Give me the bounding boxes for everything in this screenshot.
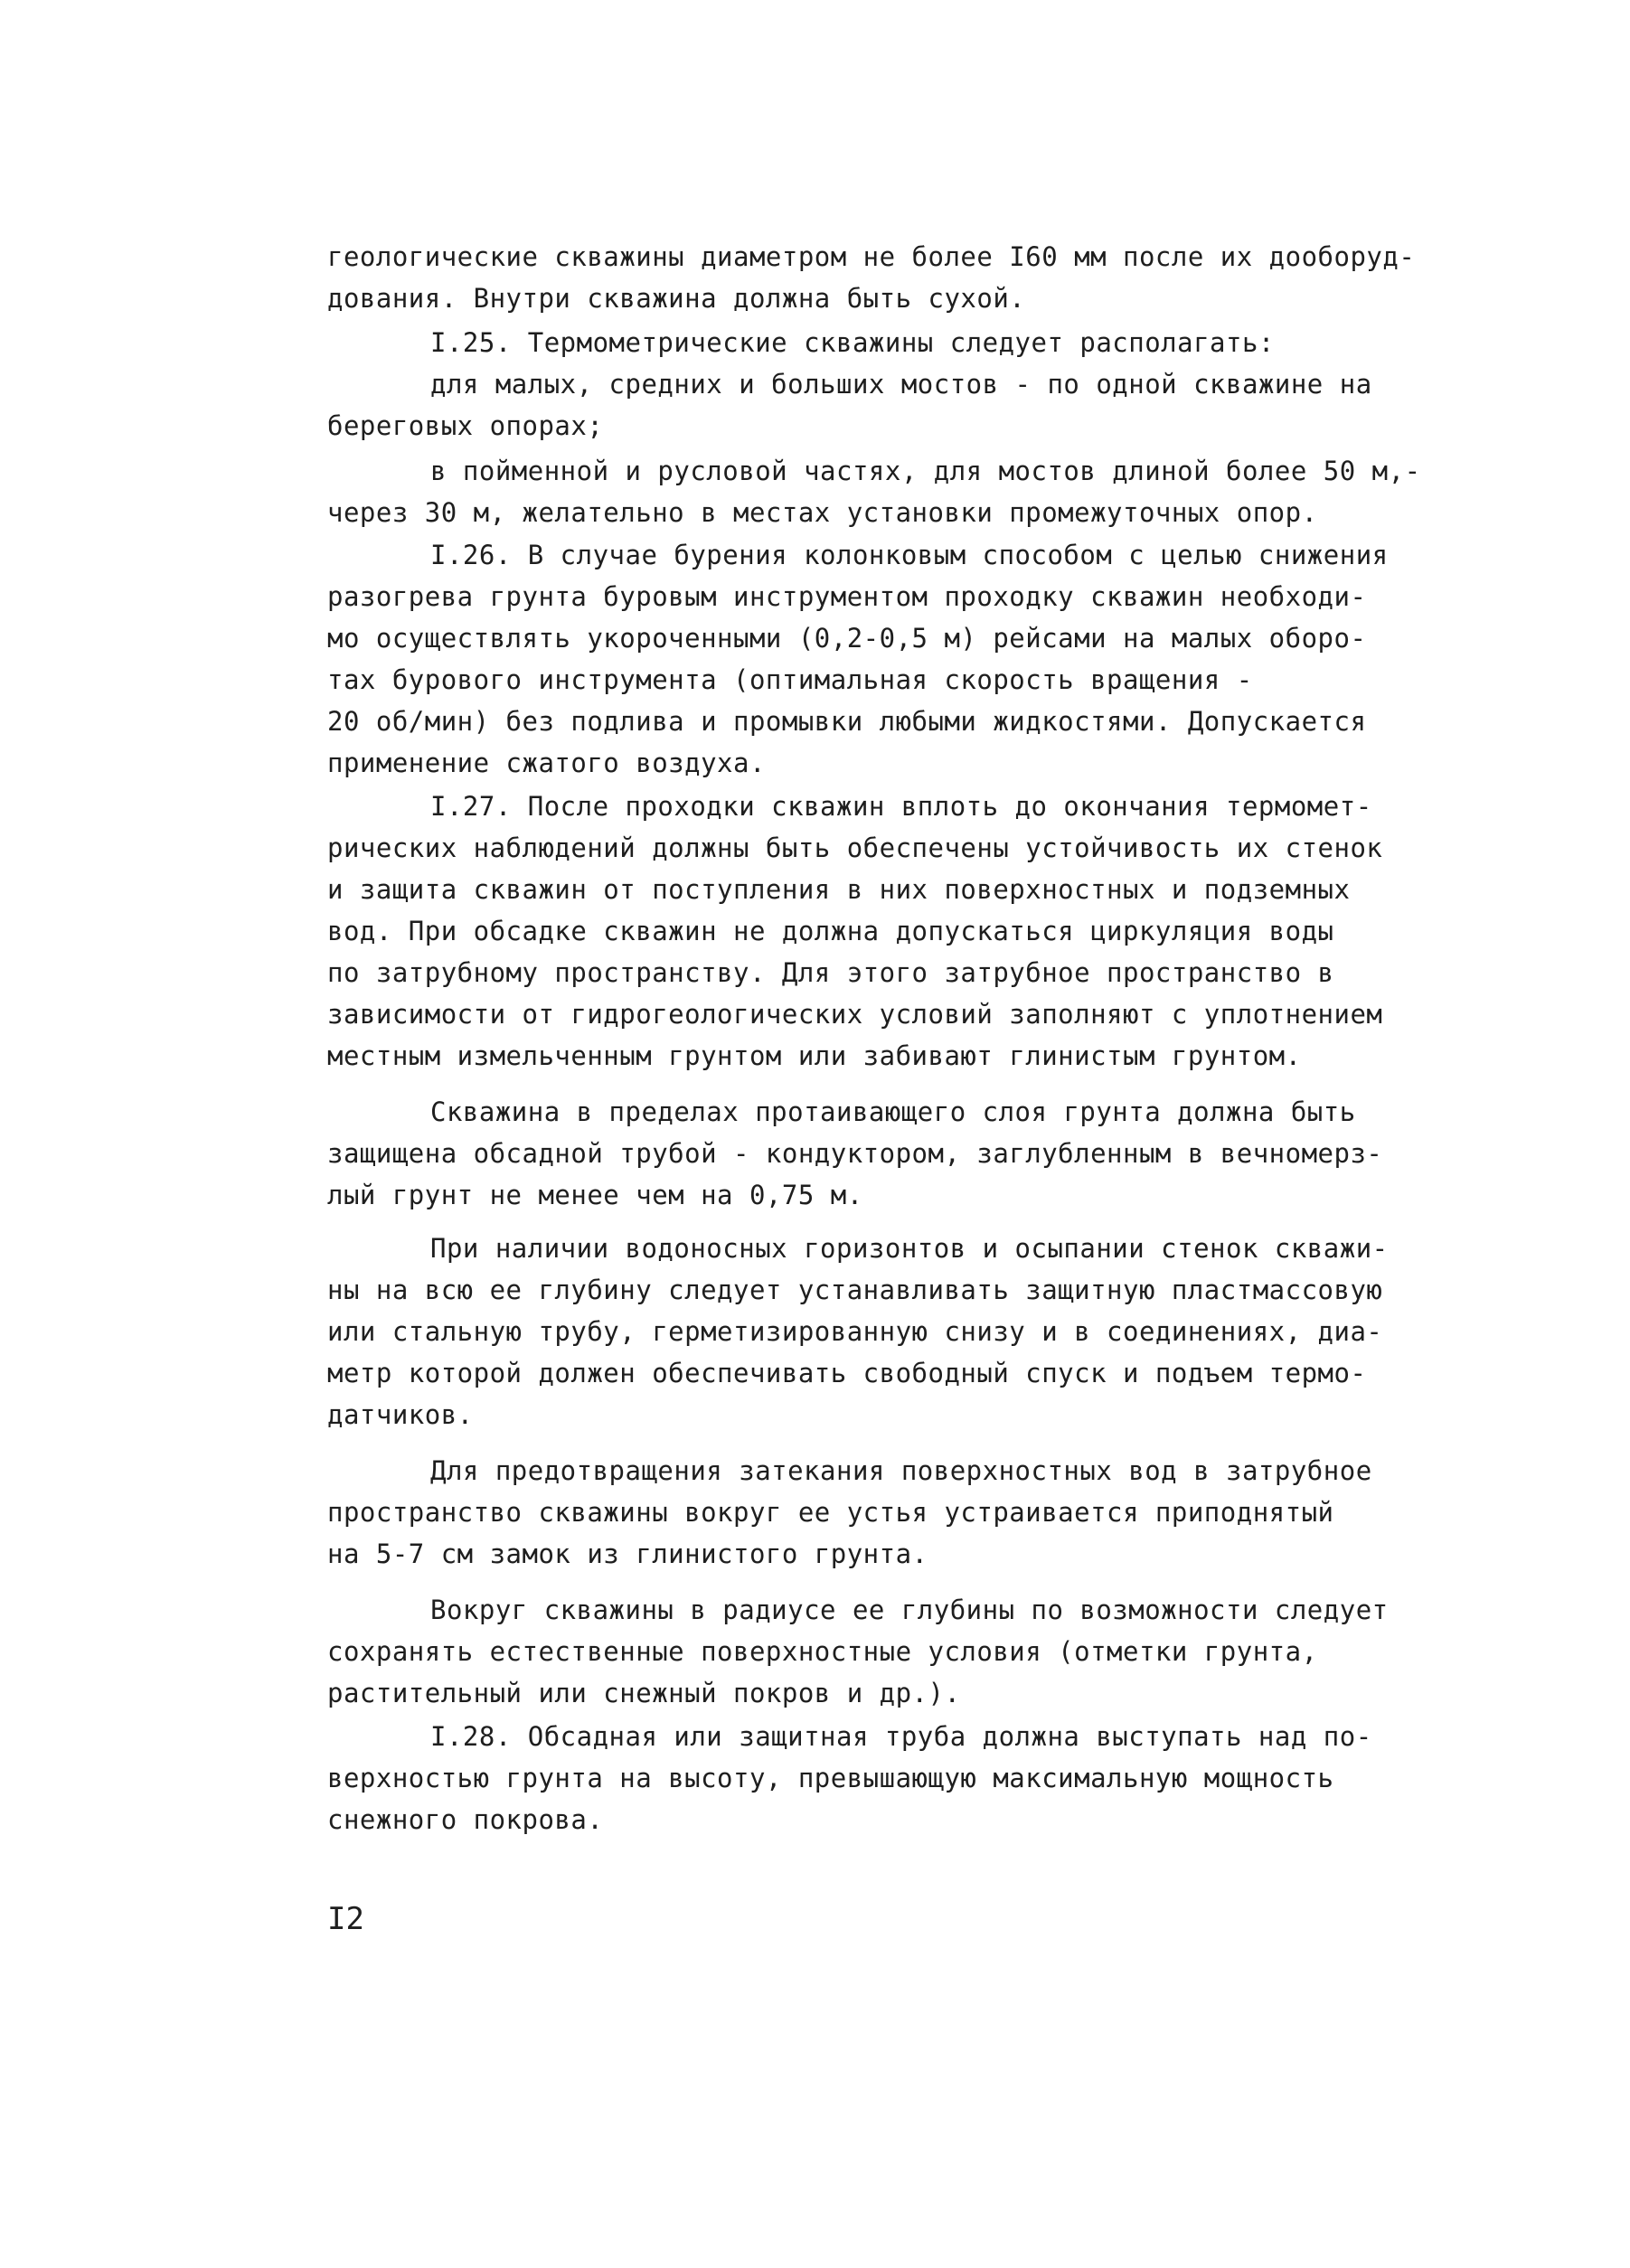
text-line: геологические скважины диаметром не более I60 мм после их дооборуд-	[327, 241, 1416, 272]
page-number: I2	[327, 1901, 364, 1937]
text-line: сохранять естественные поверхностные условия (отметки грунта,	[327, 1636, 1318, 1667]
text-line: тах бурового инструмента (оптимальная скорость вращения -	[327, 664, 1253, 695]
text-line: ны на всю ее глубину следует устанавливать защитную пластмассовую	[327, 1275, 1383, 1305]
text-line: применение сжатого воздуха.	[327, 748, 766, 778]
text-line: зависимости от гидрогеологических условий заполняют с уплотнением	[327, 999, 1383, 1030]
text-line: защищена обсадной трубой - кондуктором, заглубленным в вечномерз-	[327, 1138, 1383, 1169]
text-line: в пойменной и русловой частях, для мостов длиной более 50 м,-	[430, 456, 1421, 486]
text-line: Вокруг скважины в радиусе ее глубины по возможности следует	[430, 1595, 1389, 1625]
text-line: Для предотвращения затекания поверхностных вод в затрубное	[430, 1455, 1372, 1486]
text-line: для малых, средних и больших мостов - по одной скважине на	[430, 369, 1372, 400]
section-heading-1-26: I.26. В случае бурения колонковым способом с целью снижения	[430, 540, 1389, 570]
text-line: снежного покрова.	[327, 1804, 604, 1835]
text-line: разогрева грунта буровым инструментом проходку скважин необходи-	[327, 581, 1367, 612]
text-line: или стальную трубу, герметизированную снизу и в соединениях, диа-	[327, 1316, 1383, 1347]
section-heading-1-28: I.28. Обсадная или защитная труба должна выступать над по-	[430, 1721, 1372, 1752]
section-heading-1-27: I.27. После проходки скважин вплоть до окончания термомет-	[430, 791, 1372, 822]
text-line: вод. При обсадке скважин не должна допускаться циркуляция воды	[327, 916, 1334, 946]
text-line: береговых опорах;	[327, 410, 604, 441]
text-line: При наличии водоносных горизонтов и осыпании стенок скважи-	[430, 1233, 1389, 1264]
text-line: датчиков.	[327, 1399, 474, 1430]
text-line: 20 об/мин) без подлива и промывки любыми жидкостями. Допускается	[327, 706, 1367, 737]
text-line: дования. Внутри скважина должна быть сухой.	[327, 283, 1026, 314]
section-heading-1-25: I.25. Термометрические скважины следует располагать:	[430, 327, 1275, 358]
text-line: лый грунт не менее чем на 0,75 м.	[327, 1180, 863, 1210]
text-line: метр которой должен обеспечивать свободный спуск и подъем термо-	[327, 1358, 1367, 1388]
text-line: через 30 м, желательно в местах установки промежуточных опор.	[327, 497, 1318, 528]
text-line: рических наблюдений должны быть обеспечены устойчивость их стенок	[327, 833, 1383, 863]
text-line: и защита скважин от поступления в них поверхностных и подземных	[327, 874, 1351, 905]
text-line: растительный или снежный покров и др.).	[327, 1678, 961, 1708]
text-line: местным измельченным грунтом или забивают глинистым грунтом.	[327, 1040, 1302, 1071]
text-line: на 5-7 см замок из глинистого грунта.	[327, 1539, 928, 1569]
text-line: пространство скважины вокруг ее устья устраивается приподнятый	[327, 1497, 1334, 1528]
text-line: мо осуществлять укороченными (0,2-0,5 м) рейсами на малых оборо-	[327, 623, 1367, 654]
text-line: Скважина в пределах протаивающего слоя грунта должна быть	[430, 1096, 1356, 1127]
text-line: верхностью грунта на высоту, превышающую максимальную мощность	[327, 1763, 1334, 1793]
text-line: по затрубному пространству. Для этого затрубное пространство в	[327, 957, 1334, 988]
